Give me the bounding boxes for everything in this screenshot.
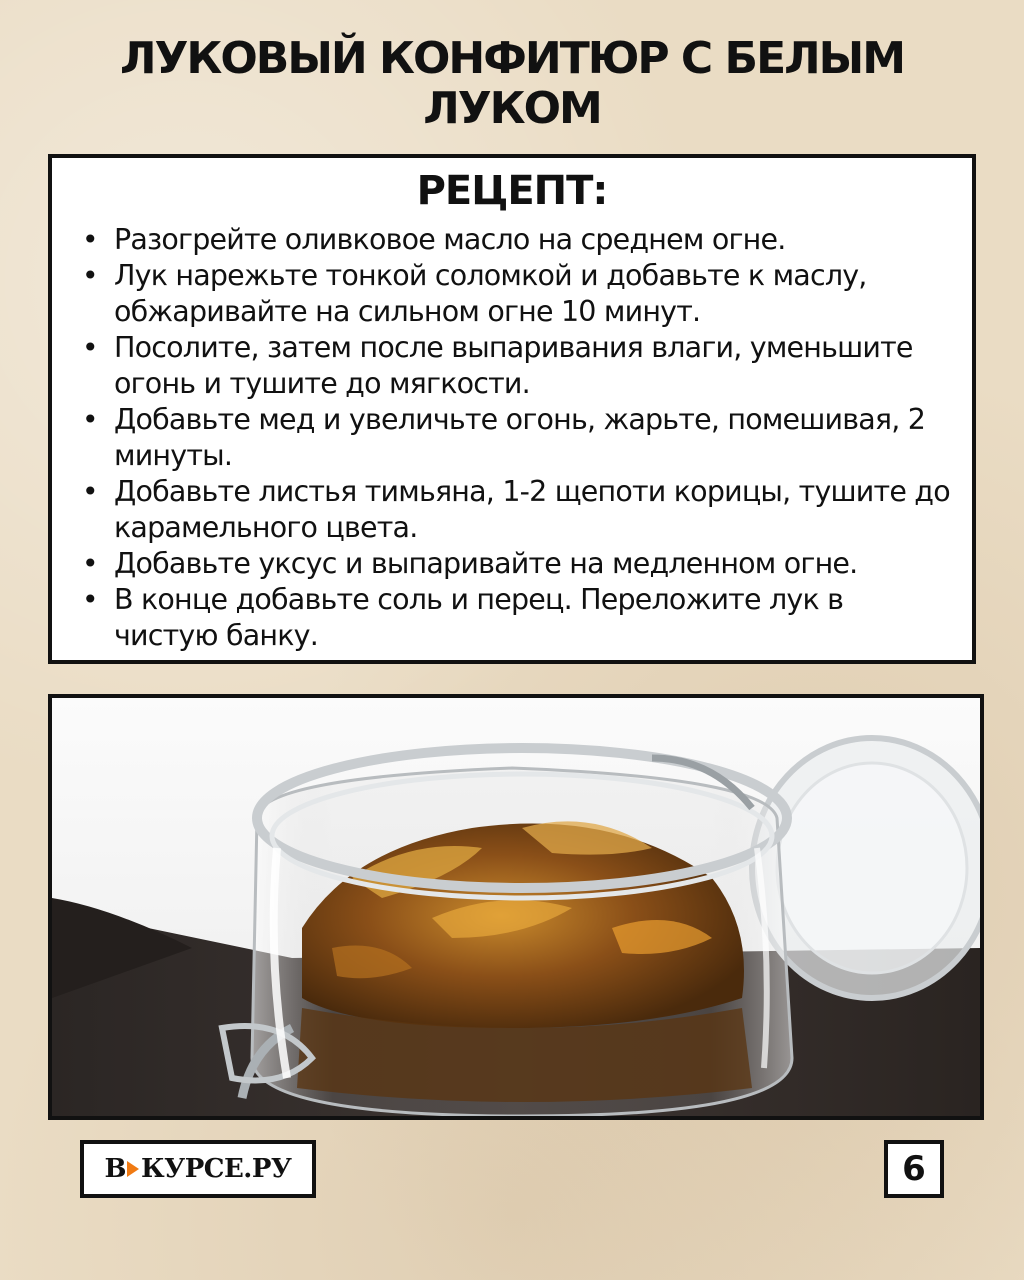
- recipe-step-text: Разогрейте оливковое масло на среднем огне.: [114, 223, 786, 256]
- recipe-step: [78, 582, 952, 654]
- recipe-step-text: Добавьте листья тимьяна, 1-2 щепоти корицы, тушите до карамельного цвета.: [114, 475, 950, 544]
- recipe-step: [78, 546, 952, 582]
- bullet-icon: •: [82, 475, 98, 508]
- recipe-step-text: Добавьте уксус и выпаривайте на медленном огне.: [114, 547, 858, 580]
- recipe-step: [78, 258, 952, 330]
- recipe-step-text: Посолите, затем после выпаривания влаги, уменьшите огонь и тушите до мягкости.: [114, 331, 913, 400]
- recipe-step: [78, 402, 952, 474]
- bullet-icon: •: [82, 259, 98, 292]
- recipe-step-text: Добавьте мед и увеличьте огонь, жарьте, помешивая, 2 минуты.: [114, 403, 926, 472]
- bullet-icon: •: [82, 331, 98, 364]
- play-arrow-icon: [127, 1161, 139, 1177]
- bullet-icon: •: [82, 223, 98, 256]
- recipe-step-text: В конце добавьте соль и перец. Переложите лук в чистую банку.: [114, 583, 844, 652]
- recipe-steps-list: [52, 222, 972, 654]
- recipe-step-text: Лук нарежьте тонкой соломкой и добавьте к маслу, обжаривайте на сильном огне 10 минут.: [114, 259, 867, 328]
- logo-text-left: В: [104, 1154, 126, 1184]
- recipe-step: [78, 222, 952, 258]
- page-title: ЛУКОВЫЙ КОНФИТЮР С БЕЛЫМ ЛУКОМ: [119, 33, 905, 134]
- recipe-heading: РЕЦЕПТ:: [416, 168, 608, 214]
- recipe-card: [48, 154, 976, 664]
- page-number: 6: [884, 1140, 944, 1198]
- jar-of-onion-confiture-photo: [52, 698, 980, 1116]
- bullet-icon: •: [82, 547, 98, 580]
- logo-text-right: КУРСЕ.РУ: [140, 1154, 292, 1184]
- bullet-icon: •: [82, 403, 98, 436]
- bullet-icon: •: [82, 583, 98, 616]
- recipe-step: [78, 474, 952, 546]
- confiture-photo: [48, 694, 984, 1120]
- recipe-step: [78, 330, 952, 402]
- brand-logo: [80, 1140, 316, 1198]
